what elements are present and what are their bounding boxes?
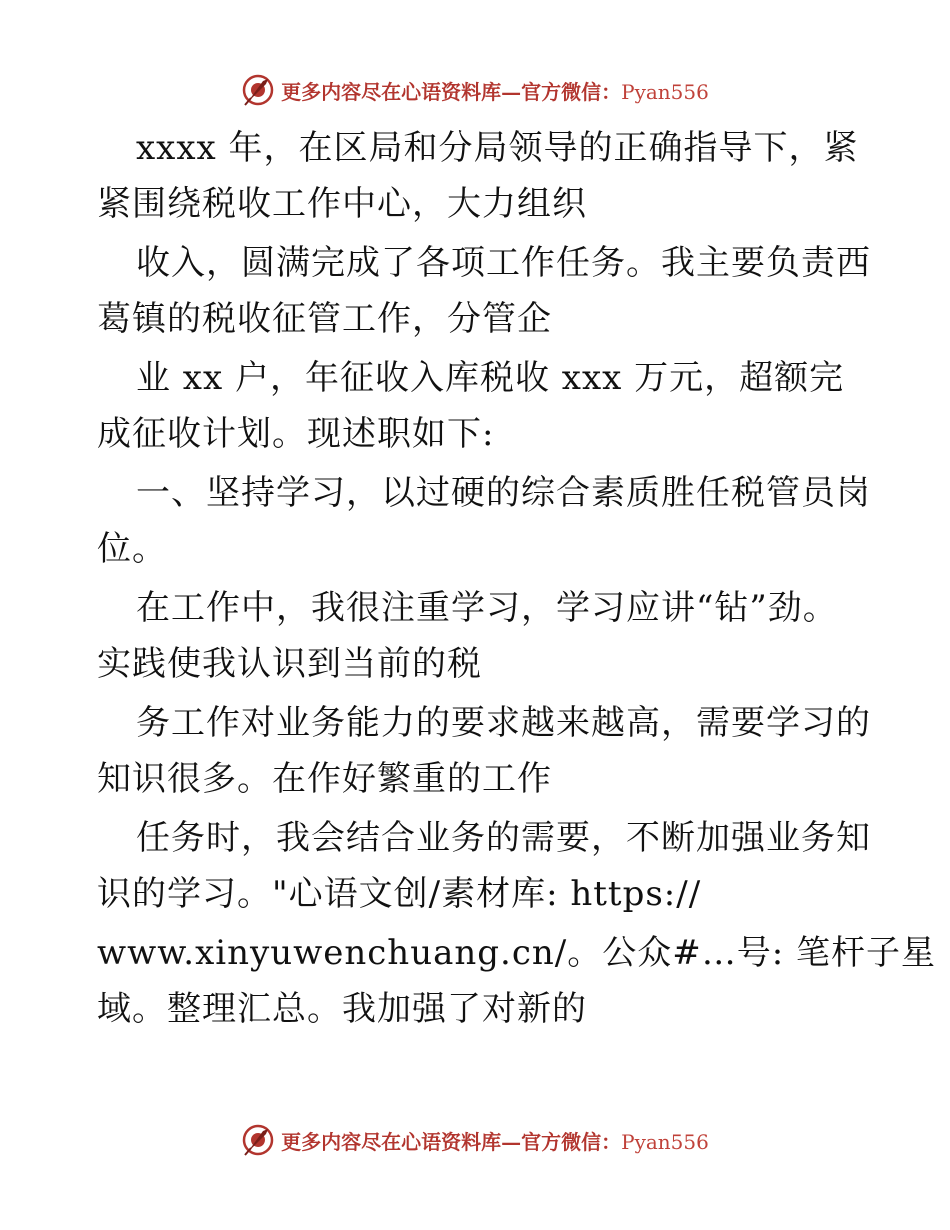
header-banner-text: 更多内容尽在心语资料库—官方微信：Pyan556 [281,79,709,104]
paragraph-line: 紧围绕税收工作中心，大力组织 [97,184,587,224]
paragraph-line: 域。整理汇总。我加强了对新的 [97,989,587,1029]
paragraph-line: 业 xx 户，年征收入库税收 xxx 万元，超额完 [136,358,845,398]
quill-seal-icon [241,73,275,107]
paragraph-line: 收入，圆满完成了各项工作任务。我主要负责西 [136,243,871,283]
paragraph-line: 成征收计划。现述职如下: [97,414,495,454]
paragraph-line: 在工作中，我很注重学习，学习应讲“钻”劲。 [136,588,838,628]
paragraph-line: 知识很多。在作好繁重的工作 [97,759,552,799]
section-heading: 位。 [97,529,167,569]
paragraph-line: 识的学习。"心语文创/素材库: https:// [97,874,702,914]
quill-seal-icon [241,1123,275,1157]
paragraph-line: www.xinyuwenchuang.cn/。公众#…号: 笔杆子星 [97,933,936,973]
paragraph-line: 务工作对业务能力的要求越来越高，需要学习的 [136,703,871,743]
paragraph-line: 葛镇的税收征管工作，分管企 [97,299,552,339]
paragraph-line: 任务时，我会结合业务的需要，不断加强业务知 [136,818,871,858]
header-banner [0,70,950,110]
paragraph-line: xxxx 年，在区局和分局领导的正确指导下，紧 [136,128,859,168]
footer-banner-text: 更多内容尽在心语资料库—官方微信：Pyan556 [281,1129,709,1154]
footer-banner [0,1120,950,1160]
section-heading: 一、坚持学习，以过硬的综合素质胜任税管员岗 [136,473,871,513]
paragraph-line: 实践使我认识到当前的税 [97,644,482,684]
